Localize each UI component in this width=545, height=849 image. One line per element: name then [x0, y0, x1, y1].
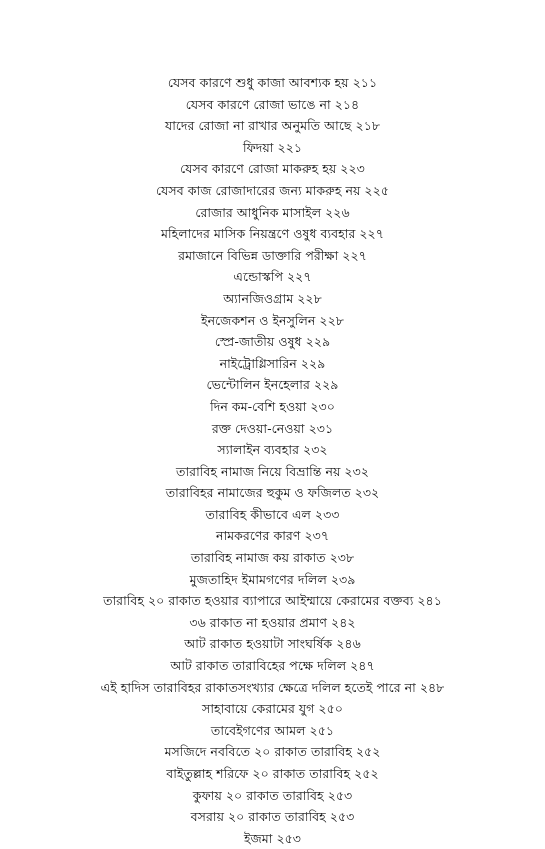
toc-entry: রমাজানে বিভিন্ন ডাক্তারি পরীক্ষা ২২৭: [178, 247, 367, 263]
toc-entry: বসরায় ২০ রাকাত তারাবিহ ২৫৩: [190, 809, 355, 825]
toc-entry: বাইতুল্লাহ শরিফে ২০ রাকাত তারাবিহ ২৫২: [166, 766, 379, 781]
toc-entry: তারাবিহ নামাজ কয় রাকাত ২৩৮: [190, 550, 355, 566]
toc-entry: তাবেইগণের আমল ২৫১: [210, 722, 335, 738]
toc-entry: মহিলাদের মাসিক নিয়ন্ত্রণে ওষুধ ব্যবহার ২২৭: [161, 226, 384, 242]
toc-entry: নামকরণের কারণ ২৩৭: [215, 528, 330, 544]
toc-entry: যেসব কারণে রোজা মাকরুহ হয় ২২৩: [180, 161, 365, 177]
toc-entry: ভেন্টোলিন ইনহেলার ২২৯: [206, 377, 339, 393]
toc-entry: তারাবিহ নামাজ নিয়ে বিভ্রান্তি নয় ২৩২: [176, 463, 369, 479]
toc-entry: এই হাদিস তারাবিহর রাকাতসংখ্যার ক্ষেত্রে দলিল হতেই পারে না ২৪৮: [100, 679, 445, 695]
toc-entry: মসজিদে নববিতে ২০ রাকাত তারাবিহ ২৫২: [164, 744, 381, 760]
toc-entry: রোজার আধুনিক মাসাইল ২২৬: [195, 204, 350, 220]
toc-entry: দিন কম-বেশি হওয়া ২৩০: [210, 398, 335, 414]
toc-entry: যেসব কাজ রোজাদারের জন্য মাকরুহ নয় ২২৫: [156, 182, 389, 198]
toc-entry: আট রাকাত তারাবিহের পক্ষে দলিল ২৪৭: [170, 658, 375, 674]
toc-entry: ৩৬ রাকাত না হওয়ার প্রমাণ ২৪২: [189, 614, 356, 630]
toc-entry: আট রাকাত হওয়াটা সাংঘর্ষিক ২৪৬: [184, 636, 361, 652]
toc-entry: তারাবিহ ২০ রাকাত হওয়ার ব্যাপারে আইম্মায়ে কেরামের বক্তব্য ২৪১: [103, 593, 442, 609]
toc-entry: এন্ডোস্কপি ২২৭: [233, 269, 312, 285]
toc-entry: ইনজেকশন ও ইনসুলিন ২২৮: [201, 312, 344, 328]
table-of-contents: [0, 72, 545, 849]
toc-entry: অ্যানজিওগ্রাম ২২৮: [223, 290, 322, 306]
toc-entry: ফিদয়া ২২১: [242, 139, 303, 155]
toc-entry: যেসব কারণে রোজা ভাঙে না ২১৪: [185, 96, 360, 112]
toc-entry: ইজমা ২৫৩: [243, 830, 301, 846]
toc-entry: স্যালাইন ব্যবহার ২৩২: [217, 442, 328, 458]
toc-entry: তারাবিহর নামাজের হুকুম ও ফজিলত ২৩২: [165, 485, 380, 501]
toc-entry: রক্ত দেওয়া-নেওয়া ২৩১: [211, 420, 334, 436]
toc-entry: তারাবিহ কীভাবে এল ২৩৩: [205, 506, 340, 522]
toc-entry: যেসব কারণে শুধু কাজা আবশ্যক হয় ২১১: [167, 75, 378, 90]
toc-entry: স্প্রে-জাতীয় ওষুধ ২২৯: [214, 334, 331, 350]
toc-entry: সাহাবায়ে কেরামের যুগ ২৫০: [202, 701, 343, 717]
toc-entry: যাদের রোজা না রাখার অনুমতি আছে ২১৮: [164, 118, 381, 134]
toc-entry: মুজতাহিদ ইমামগণের দলিল ২৩৯: [189, 571, 356, 587]
toc-entry: নাইট্রোগ্লিসারিন ২২৯: [219, 355, 326, 371]
toc-entry: কুফায় ২০ রাকাত তারাবিহ ২৫৩: [192, 787, 353, 803]
